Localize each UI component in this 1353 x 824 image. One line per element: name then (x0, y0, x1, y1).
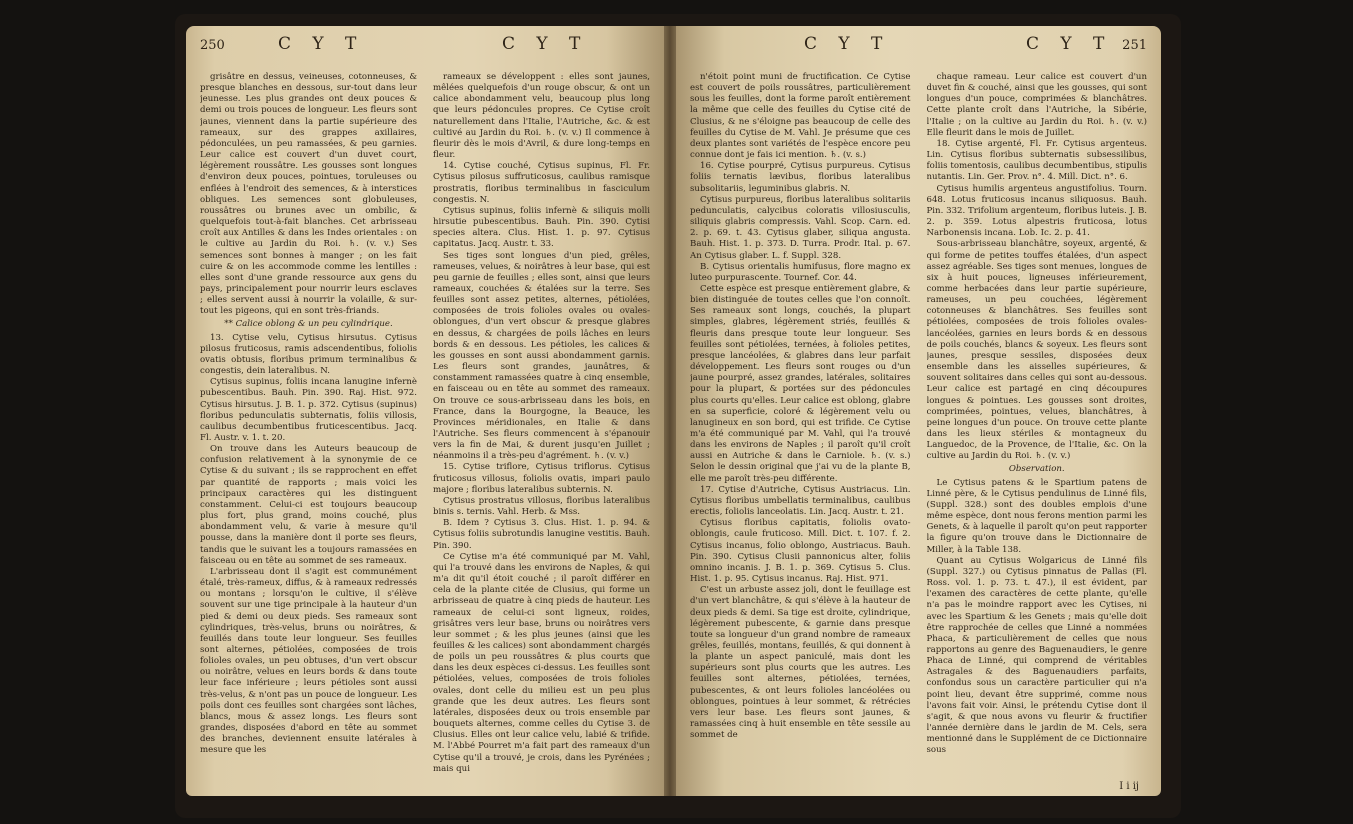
running-head: C Y T (804, 34, 891, 54)
paragraph: Sous-arbrisseau blanchâtre, soyeux, argenté, & qui forme de petites touffes étalées, d'un aspect assez agréable. Ses tiges sont menues, longues de six à huit pouces, ligneuses inférieurement, comme herbacées dans leur partie supérieure, rameuses, un peu couchées, légèrement cotonneuses & blanchâtres. Ses feuilles sont pétiolées, composées de trois folioles ovales-lancéolées, garnies en leurs bords & en dessous de poils couchés, blancs & soyeux. Les fleurs sont jaunes, presque sessiles, disposées deux ensemble dans les aisselles supérieures, & souvent solitaires dans celles qui sont au-dessous. Leur calice est partagé en cinq découpures longues & pointues. Les gousses sont droites, comprimées, pointues, velues, blanchâtres, à peine longues d'un pouce. On trouve cette plante dans les lieux stériles & montagneux du Languedoc, de la Provence, de l'Italie, &c. On la cultive au Jardin du Roi. ♄. (v. v.) (926, 239, 1147, 462)
paragraph: C'est un arbuste assez joli, dont le feuillage est d'un vert blanchâtre, & qui s'élève à la hauteur de deux pieds & demi. Sa tige est droite, cylindrique, légèrement pubescente, & garnie dans presque toute sa longueur d'un grand nombre de rameaux grêles, feuillés, montans, feuillés, & qui donnent à la plante un aspect paniculé, mais dont les supérieurs sont plus courts que les autres. Les feuilles sont alternes, pétiolées, ternées, pubescentes, & ont leurs folioles lancéolées ou oblongues, pointues à leur sommet, & rétrécies vers leur base. Les fleurs sont jaunes, & ramassées cinq à huit ensemble en tête sessile au sommet de (690, 585, 911, 741)
right-page-columns (690, 72, 1147, 784)
right-page-header (676, 34, 1161, 68)
paragraph: Le Cytisus patens & le Spartium patens de Linné père, & le Cytisus pendulinus de Linné fils, (Suppl. 328.) sont des doubles emplois d'une même espèce, dont nous ferons mention parmi les Genets, & à laquelle il paroît qu'on peut rapporter la figure qu'on trouve dans le Dictionnaire de Miller, à la Table 138. (926, 477, 1147, 555)
paragraph: grisâtre en dessus, veineuses, cotonneuses, & presque blanches en dessous, sur-tout dans leur jeunesse. Les plus grandes ont deux pouces & demi ou trois pouces de longueur. Les fleurs sont jaunes, viennent dans la partie supérieure des rameaux, sur des grappes axillaires, pédonculées, un peu ramassées, & peu garnies. Leur calice est couvert d'un duvet court, légèrement roussâtre. Les gousses sont longues d'environ deux pouces, pointues, toruleuses ou enflées à l'endroit des semences, & à interstices obliques. Les semences sont globuleuses, roussâtres ou brunes avec un ombilic, & quelquefois tout-à-fait blanches. Cet arbrisseau croît aux Antilles & dans les Indes orientales : on le cultive au Jardin du Roi. ♄. (v. v.) Ses semences sont bonnes à manger ; on les fait cuire & on les accommode comme les lentilles : elles sont d'une grande ressource aux gens du pays, principalement pour nourrir leurs esclaves ; elles servent aussi à nourrir la volaille, & sur-tout les pigeons, qui en sont très-friands. (200, 72, 417, 317)
paragraph: Cette espèce est presque entièrement glabre, & bien distinguée de toutes celles que l'on connoît. Ses rameaux sont longs, couchés, la plupart simples, glabres, légèrement striés, feuillés & fleuris dans presque toute leur longueur. Ses feuilles sont pétiolées, ternées, à folioles petites, presque lancéolées, & glabres dans leur parfait développement. Les fleurs sont rouges ou d'un jaune pourpré, assez grandes, latérales, solitaires pour la plupart, & portées sur des pédoncules plus courts qu'elles. Leur calice est oblong, glabre en sa superficie, coloré & légèrement velu ou lanugineux en son bord, qui est trifide. Ce Cytise m'a été communiqué par M. Vahl, qui l'a trouvé dans les environs de Naples ; il paroît qu'il croît aussi en Autriche & dans le Carniole. ♄. (v. s.) Selon le dessin original que j'ai vu de la plante B, elle me paroît très-peu différente. (690, 283, 911, 484)
page-number: 251 (1122, 38, 1147, 53)
paragraph: Ses tiges sont longues d'un pied, grêles, rameuses, velues, & noirâtres à leur base, qui est peu garnie de feuilles ; elles sont, ainsi que leurs rameaux, couchées & étalées sur la terre. Ses feuilles sont assez petites, alternes, pétiolées, composées de trois folioles ovales ou ovales-oblongues, d'un vert obscur & presque glabres en dessus, & chargées de poils lâches en leurs bords & en dessous. Les pétioles, les calices & les gousses en sont aussi abondamment garnis. Les fleurs sont grandes, jaunâtres, & constamment ramassées quatre à cinq ensemble, en faisceau ou en tête au sommet des rameaux. On trouve ce sous-arbrisseau dans les bois, en France, dans la Bourgogne, la Beauce, les Provinces méridionales, en Italie & dans l'Autriche. Ses fleurs commencent à s'épanouir vers la fin de Mai, & durent jusqu'en Juillet ; néanmoins il a très-peu d'agrément. ♄. (v. v.) (433, 250, 650, 462)
paragraph: 16. Cytise pourpré, Cytisus purpureus. Cytisus foliis ternatis lævibus, floribus lateralibus subsolitariis, leguminibus glabris. N. (690, 161, 911, 194)
text-column (690, 72, 911, 784)
left-page-columns (200, 72, 650, 784)
paragraph: rameaux se développent : elles sont jaunes, mêlées quelquefois d'un rouge obscur, & ont un calice abondamment velu, beaucoup plus long que leurs pédoncules propres. Ce Cytise croît naturellement dans l'Italie, l'Autriche, &c. & est cultivé au Jardin du Roi. ♄. (v. v.) Il commence à fleurir dès le mois d'Avril, & dure long-temps en fleur. (433, 72, 650, 161)
running-head: C Y T (502, 34, 589, 54)
left-page-header (186, 34, 664, 68)
paragraph: Quant au Cytisus Wolgaricus de Linné fils (Suppl. 327.) ou Cytisus pinnatus de Pallas (Fl. Ross. vol. 1. p. 73. t. 47.), il est évident, par l'examen des caractères de cette plante, qu'elle n'a pas le moindre rapport avec les Cytises, ni avec les Spartium & les Genets ; mais qu'elle doit être rapprochée de celles que Linné a nommées Phaca, & particulièrement de celles que nous rapportons au genre des Baguenaudiers, le genre Phaca de Linné, qui comprend de véritables Astragales & des Baguenaudiers parfaits, confondus sous un caractère particulier qui n'a point lieu, devant être supprimé, comme nous l'avons fait voir. Ainsi, le prétendu Cytise dont il s'agit, & que nous avons vu fleurir & fructifier l'année dernière dans le jardin de M. Cels, sera mentionné dans le Supplément de ce Dictionnaire sous (926, 555, 1147, 756)
paragraph: 17. Cytise d'Autriche, Cytisus Austriacus. Lin. Cytisus floribus umbellatis terminalibus, caulibus erectis, foliolis lanceolatis. Lin. Jacq. Austr. t. 21. (690, 484, 911, 518)
paragraph: L'arbrisseau dont il s'agit est communément étalé, très-rameux, diffus, & à rameaux redressés ou montans ; lorsqu'on le cultive, il s'élève souvent sur une tige principale à la hauteur d'un pied & demi ou deux pieds. Ses rameaux sont cylindriques, très-velus, bruns ou noirâtres, & feuillés dans toute leur longueur. Ses feuilles sont alternes, pétiolées, composées de trois folioles ovales, un peu obtuses, d'un vert obscur ou noirâtre, velues en leurs bords & dans toute leur face inférieure ; leurs pétioles sont aussi très-velus, & n'ont pas un pouce de longueur. Les poils dont ces feuilles sont chargées sont lâches, blancs, mous & assez longs. Les fleurs sont grandes, disposées d'abord en tête au sommet des branches, deviennent ensuite latérales à mesure que les (200, 566, 417, 756)
paragraph: On trouve dans les Auteurs beaucoup de confusion relativement à la synonymie de ce Cytise & du suivant ; ils se rapprochent en effet par quantité de rapports ; mais voici les principaux caractères qui les distinguent constamment. Celui-ci est toujours beaucoup plus fort, plus grand, moins couché, plus abondamment velu, & varie à mesure qu'il pousse, dans la manière dont il porte ses fleurs, tandis que le suivant les a toujours ramassées en faisceau ou en tête au sommet de ses rameaux. (200, 444, 417, 566)
paragraph: B. Cytisus orientalis humifusus, flore magno ex luteo purpurascente. Tournef. Cor. 44. (690, 261, 911, 283)
paragraph: 14. Cytise couché, Cytisus supinus, Fl. Fr. Cytisus pilosus suffruticosus, caulibus ramisque prostratis, floribus terminalibus in fasciculum congestis. N. (433, 161, 650, 205)
paragraph: Observation. (1008, 464, 1065, 475)
paragraph: ** Calice oblong & un peu cylindrique. (224, 319, 393, 330)
paragraph: chaque rameau. Leur calice est couvert d'un duvet fin & couché, ainsi que les gousses, qui sont longues d'un pouce, comprimées & blanchâtres. Cette plante croît dans l'Autriche, la Sibérie, l'Italie ; on la cultive au Jardin du Roi. ♄. (v. v.) Elle fleurit dans le mois de Juillet. (926, 72, 1147, 138)
paragraph: Cytisus humilis argenteus angustifolius. Tourn. 648. Lotus fruticosus incanus siliquosus. Bauh. Pin. 332. Trifolium argenteum, floribus luteis. J. B. 2. p. 359. Lotus alpestris fruticosa, lotus Narbonensis incana. Lob. Ic. 2. p. 41. (926, 183, 1147, 239)
paragraph: Cytisus purpureus, floribus lateralibus solitariis pedunculatis, calycibus coloratis villosiusculis, siliquis glabris compressis. Vahl. Scop. Carn. ed. 2. p. 69. t. 43. Cytisus glaber, siliqua angusta. Bauh. Hist. 1. p. 373. D. Turra. Prodr. Ital. p. 67. An Cytisus glaber. L. f. Suppl. 328. (690, 194, 911, 261)
signature-mark: I i ij (1119, 781, 1139, 792)
paragraph: Ce Cytise m'a été communiqué par M. Vahl, qui l'a trouvé dans les environs de Naples, & qui m'a dit qu'il étoit couché ; il paroît différer en cela de la plante citée de Clusius, qui forme un arbrisseau de quatre à cinq pieds de hauteur. Les rameaux de celui-ci sont ligneux, roides, grisâtres vers leur base, bruns ou noirâtres vers leur sommet ; & les plus jeunes (ainsi que les feuilles & les calices) sont abondamment chargés de poils un peu roussâtres & plus courts que dans les deux espèces ci-dessus. Les feuilles sont pétiolées, velues, composées de trois folioles ovales, dont celle du milieu est un peu plus grande que les deux autres. Les fleurs sont latérales, disposées deux ou trois ensemble par bouquets alternes, comme celles du Cytise 3. de Clusius. Elles ont leur calice velu, labié & trifide. M. l'Abbé Pourret m'a fait part des rameaux d'un Cytise qu'il a trouvé, je crois, dans les Pyrénées ; mais qui (433, 551, 650, 774)
paragraph: 18. Cytise argenté, Fl. Fr. Cytisus argenteus. Lin. Cytisus floribus subternatis subsessilibus, foliis tomentosis, caulibus decumbentibus, stipulis nutantis. Lin. Ger. Prov. n°. 4. Mill. Dict. n°. 6. (926, 138, 1147, 183)
paragraph: 13. Cytise velu, Cytisus hirsutus. Cytisus pilosus fruticosus, ramis adscendentibus, foliolis ovatis obtusis, floribus primum terminalibus & congestis, dein lateralibus. N. (200, 332, 417, 377)
right-page (676, 26, 1161, 796)
text-column (433, 72, 650, 784)
paragraph: Cytisus supinus, foliis infernè & siliquis molli hirsutie pubescentibus. Bauh. Pin. 390. Cytisi species altera. Clus. Hist. 1. p. 97. Cytisus capitatus. Jacq. Austr. t. 33. (433, 205, 650, 250)
left-page (186, 26, 664, 796)
paragraph: Cytisus floribus capitatis, foliolis ovato-oblongis, caule fruticoso. Mill. Dict. t. 107. f. 2. Cytisus incanus, folio oblongo, Austriacus. Bauh. Pin. 390. Cytisus Clusii pannonicus alter, foliis omnino incanis. J. B. 1. p. 369. Cytisus 5. Clus. Hist. 1. p. 95. Cytisus incanus. Raj. Hist. 971. (690, 518, 911, 585)
text-column (200, 72, 417, 784)
running-head: C Y T (1026, 34, 1113, 54)
paragraph: n'étoit point muni de fructification. Ce Cytise est couvert de poils roussâtres, particulièrement sous les feuilles, dont la forme paroît entièrement la même que celle des feuilles du Cytise cité de Clusius, & ne s'éloigne pas beaucoup de celle des feuilles du Cytise de M. Vahl. Je présume que ces deux plantes sont variétés de l'espèce encore peu connue dont je fais ici mention. ♄. (v. s.) (690, 72, 911, 161)
paragraph: B. Idem ? Cytisus 3. Clus. Hist. 1. p. 94. & Cytisus foliis subrotundis lanugine vestitis. Bauh. Pin. 390. (433, 518, 650, 551)
text-column (927, 72, 1148, 784)
paragraph: Cytisus supinus, foliis incana lanugine infernè pubescentibus. Bauh. Pin. 390. Raj. Hist. 972. Cytisus hirsutus. J. B. 1. p. 372. Cytisus (supinus) floribus pedunculatis subternatis, foliis villosis, caulibus decumbentibus fruticescentibus. Jacq. Fl. Austr. v. 1. t. 20. (200, 377, 417, 443)
running-head: C Y T (278, 34, 365, 54)
paragraph: 15. Cytise triflore, Cytisus triflorus. Cytisus fruticosus villosus, foliolis ovatis, impari paulo majore ; floribus lateralibus subternis. N. (433, 462, 650, 495)
paragraph: Cytisus prostratus villosus, floribus lateralibus binis s. ternis. Vahl. Herb. & Mss. (433, 495, 650, 518)
page-number: 250 (200, 38, 225, 53)
